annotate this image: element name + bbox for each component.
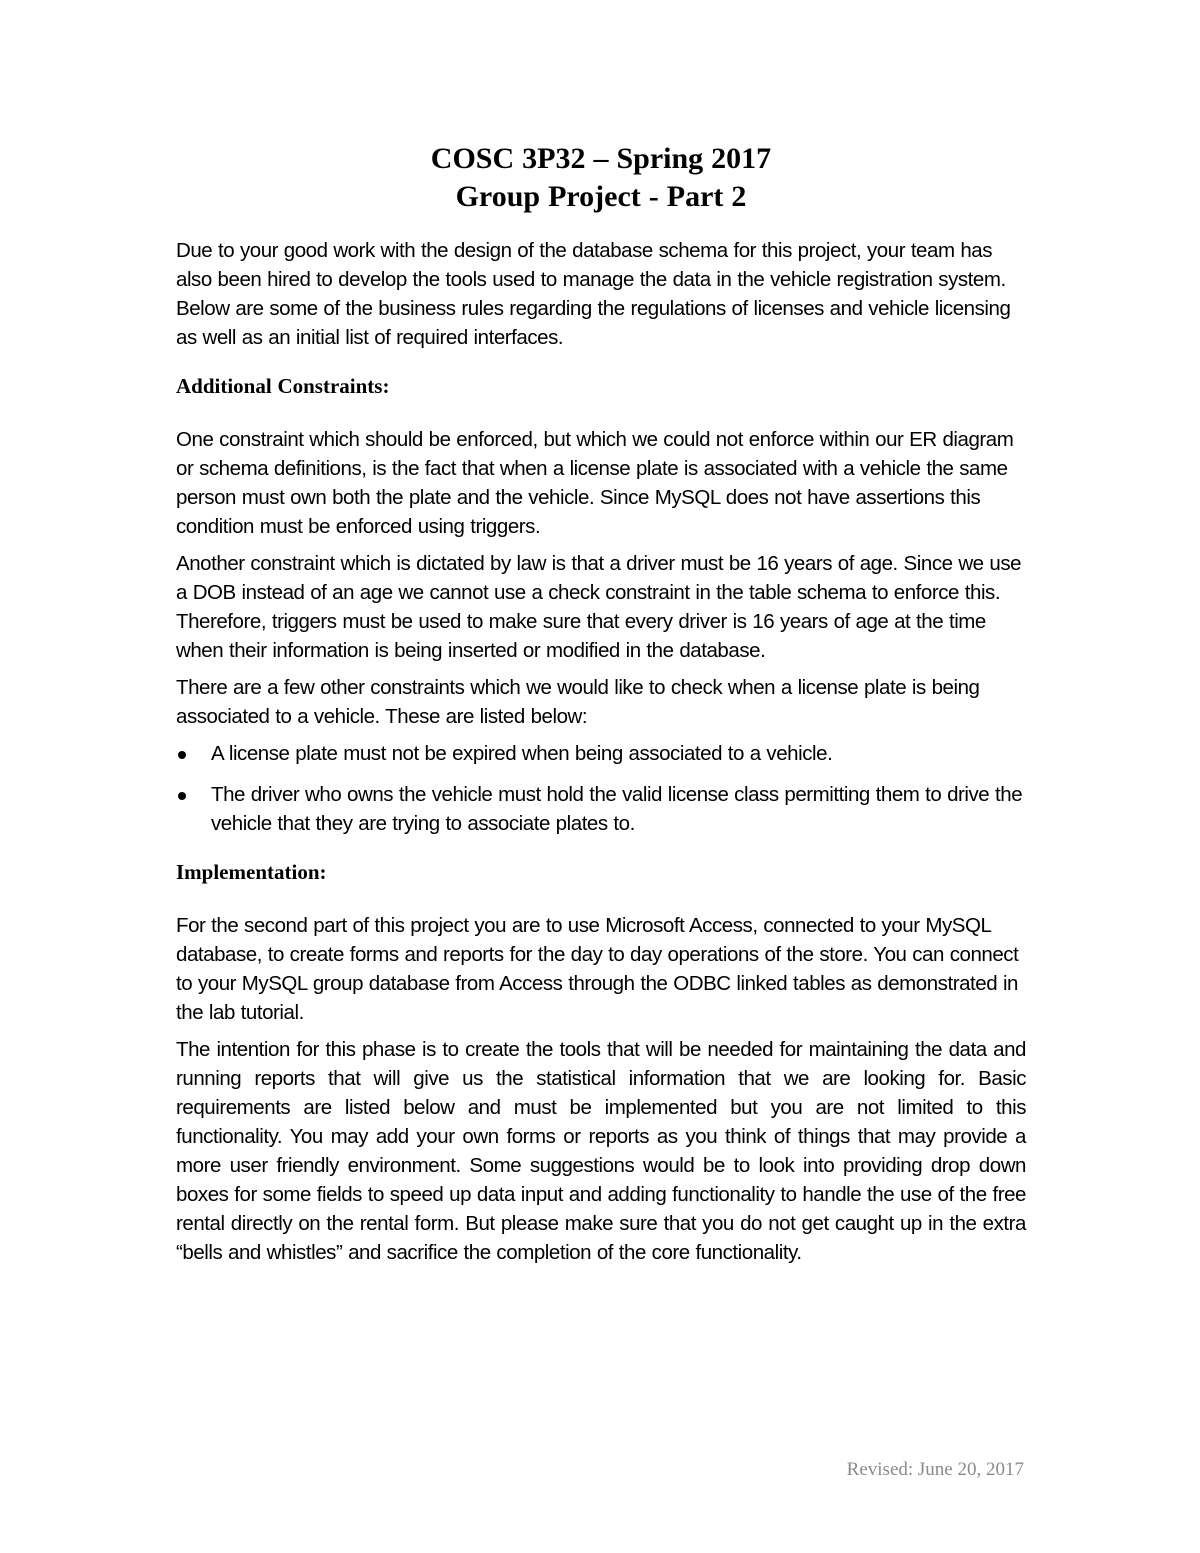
constraint-bullet-list (176, 739, 1026, 838)
implementation-heading: Implementation: (176, 860, 327, 884)
title-block (176, 140, 1026, 216)
implementation-paragraph-2: The intention for this phase is to create the tools that will be needed for maintaining the data and running reports that will give us the statistical information that we are looking for. Basic requirements are listed below and must be implemented but you are not limited to this functionality. You may add your own forms or reports as you think of things that may provide a more user friendly environment. Some suggestions would be to look into providing drop down boxes for some fields to speed up data input and adding functionality to handle the use of the free rental directly on the rental form. But please make sure that you do not get caught up in the extra “bells and whistles” and sacrifice the completion of the core functionality. (176, 1038, 1026, 1264)
list-item (176, 739, 1026, 768)
bullet-text: The driver who owns the vehicle must hold the valid license class permitting them to drive the vehicle that they are trying to associate plates to. (211, 783, 1023, 835)
document-title: COSC 3P32 – Spring 2017 (430, 142, 772, 175)
constraint-paragraph-2: Another constraint which is dictated by law is that a driver must be 16 years of age. Since we use a DOB instead of an age we cannot use a check constraint in the table schema to enforce this. Therefore, triggers must be used to make sure that every driver is 16 years of age at the time when their information is being inserted or modified in the database. (176, 552, 1022, 662)
document-subtitle: Group Project - Part 2 (455, 180, 747, 213)
constraints-heading: Additional Constraints: (176, 374, 390, 398)
constraint-paragraph-1: One constraint which should be enforced, but which we could not enforce within our ER diagram or schema definitions, is the fact that when a license plate is associated with a vehicle the same person must own both the plate and the vehicle. Since MySQL does not have assertions this condition must be enforced using triggers. (176, 428, 1014, 538)
constraint-paragraph-3: There are a few other constraints which we would like to check when a license plate is being associated to a vehicle. These are listed below: (176, 676, 980, 728)
intro-paragraph: Due to your good work with the design of the database schema for this project, your team has also been hired to develop the tools used to manage the data in the vehicle registration system. Below are some of the business rules regarding the regulations of licenses and vehicle licensing as well as an initial list of required interfaces. (176, 239, 1011, 349)
bullet-icon (178, 751, 186, 759)
list-item (176, 780, 1026, 838)
bullet-text: A license plate must not be expired when being associated to a vehicle. (211, 742, 833, 765)
revised-date: Revised: June 20, 2017 (846, 1459, 1024, 1480)
document-page (176, 140, 1026, 1275)
bullet-icon (178, 792, 186, 800)
implementation-paragraph-1: For the second part of this project you are to use Microsoft Access, connected to your MySQL database, to create forms and reports for the day to day operations of the store. You can connect to your MySQL group database from Access through the ODBC linked tables as demonstrated in the lab tutorial. (176, 914, 1019, 1024)
